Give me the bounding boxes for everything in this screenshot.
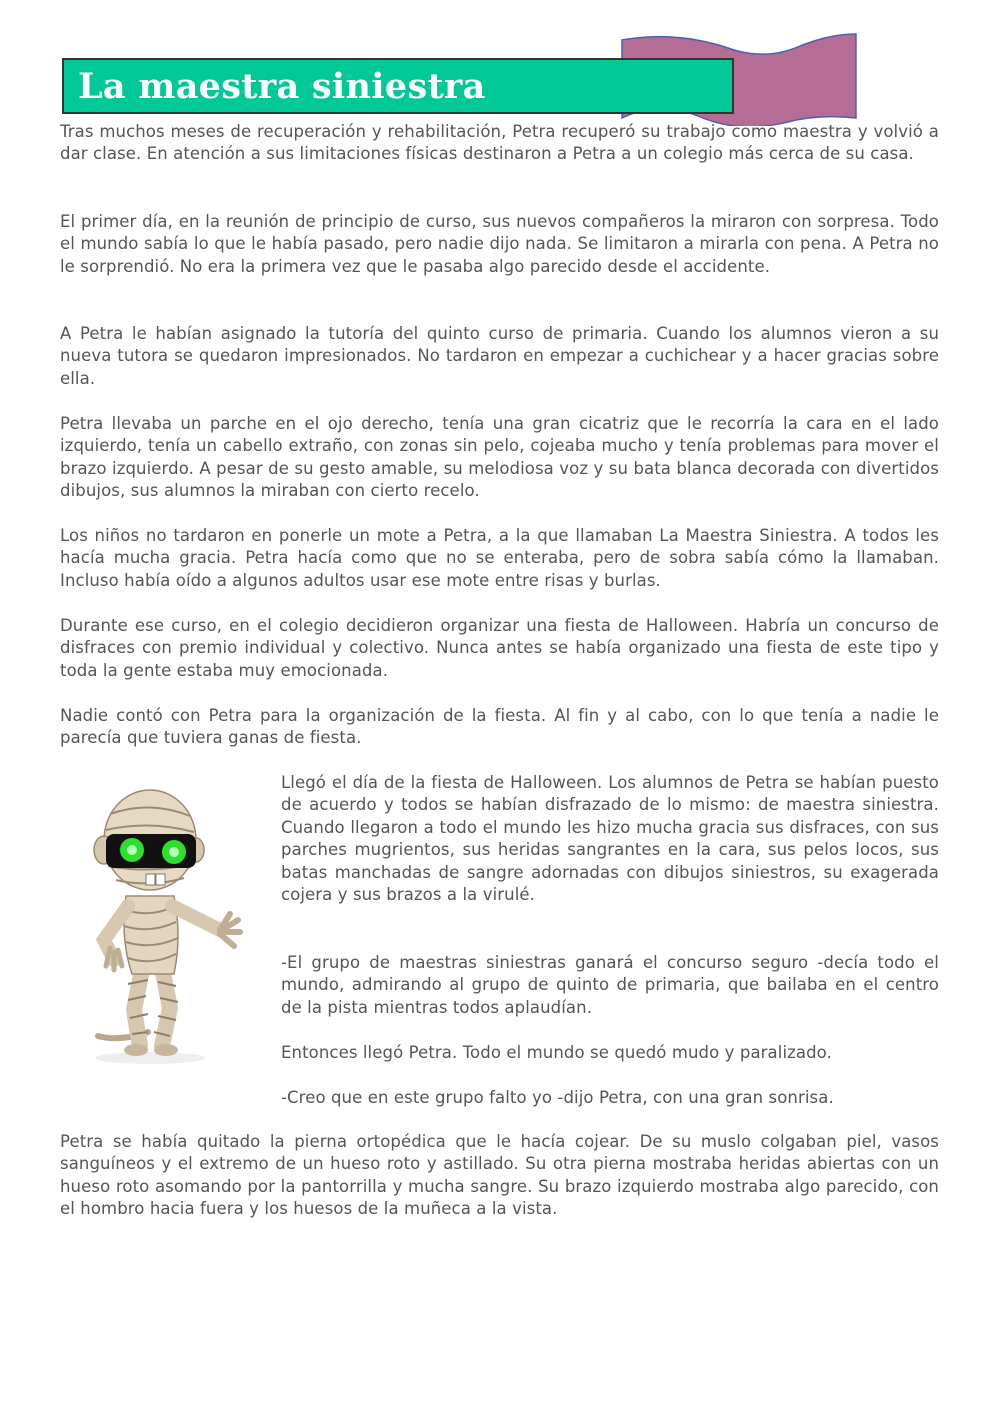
paragraph-2: El primer día, en la reunión de principio de curso, sus nuevos compañeros la miraron con sorpresa. Todo el mundo sabía lo que le había pasado, pero nadie dijo nada. Se limitaron a mirarla con pena. A Petra no le sorprendió. No era la primera vez que le pasaba algo parecido desde el accidente.	[60, 212, 939, 276]
paragraph-5: Los niños no tardaron en ponerle un mote a Petra, a la que llamaban La Maestra Siniestra. A todos les hacía mucha gracia. Petra hacía como que no se enteraba, pero de sobra sabía cómo la llamaban. Incluso había oído a algunos adultos usar ese mote entre risas y burlas.	[60, 526, 939, 590]
paragraph-12: Petra se había quitado la pierna ortopédica que le hacía cojear. De su muslo colgaban piel, vasos sanguíneos y el extremo de un hueso roto y astillado. Su otra pierna mostraba heridas abiertas con un hueso roto asomando por la pantorrilla y mucha sangre. Su brazo izquierdo mostraba algo parecido, con el hombro hacia fuera y los huesos de la muñeca a la vista.	[60, 1132, 939, 1219]
paragraph-10: Entonces llegó Petra. Todo el mundo se quedó mudo y paralizado.	[281, 1043, 832, 1062]
paragraph-9: -El grupo de maestras siniestras ganará el concurso seguro -decía todo el mundo, admirando al grupo de quinto de primaria, que bailaba en el centro de la pista mientras todos aplaudían.	[281, 953, 939, 1017]
title-banner	[62, 58, 734, 114]
paragraph-4: Petra llevaba un parche en el ojo derecho, tenía una gran cicatriz que le recorría la cara en el lado izquierdo, tenía un cabello extraño, con zonas sin pelo, cojeaba mucho y tenía problemas para mover el brazo izquierdo. A pesar de su gesto amable, su melodiosa voz y su bata blanca decorada con divertidos dibujos, sus alumnos la miraban con cierto recelo.	[60, 414, 939, 501]
paragraph-8: Llegó el día de la fiesta de Halloween. Los alumnos de Petra se habían puesto de acuerdo y todos se habían disfrazado de lo mismo: de maestra siniestra. Cuando llegaron a todo el mundo les hizo mucha gracia sus disfraces, con sus parches mugrientos, sus heridas sangrantes en la cara, sus pelos locos, sus batas manchadas de sangre adornadas con dibujos siniestros, su exagerada cojera y sus brazos a la virulé.	[281, 773, 939, 905]
paragraph-1: Tras muchos meses de recuperación y rehabilitación, Petra recuperó su trabajo como maestra y volvió a dar clase. En atención a sus limitaciones físicas destinaron a Petra a un colegio más cerca de su casa.	[60, 122, 939, 164]
paragraph-6: Durante ese curso, en el colegio decidieron organizar una fiesta de Halloween. Habría un concurso de disfraces con premio individual y colectivo. Nunca antes se había organizado una fiesta de este tipo y toda la gente estaba muy emocionada.	[60, 616, 939, 680]
paragraph-7: Nadie contó con Petra para la organización de la fiesta. Al fin y al cabo, con lo que tenía a nadie le parecía que tuviera ganas de fiesta.	[60, 706, 939, 748]
paragraph-3: A Petra le habían asignado la tutoría del quinto curso de primaria. Cuando los alumnos vieron a su nueva tutora se quedaron impresionados. No tardaron en empezar a cuchichear y a hacer gracias sobre ella.	[60, 324, 939, 388]
page-title: La maestra siniestra	[78, 66, 486, 107]
paragraph-11: -Creo que en este grupo falto yo -dijo Petra, con una gran sonrisa.	[281, 1088, 834, 1107]
mummy-illustration	[70, 770, 260, 1070]
